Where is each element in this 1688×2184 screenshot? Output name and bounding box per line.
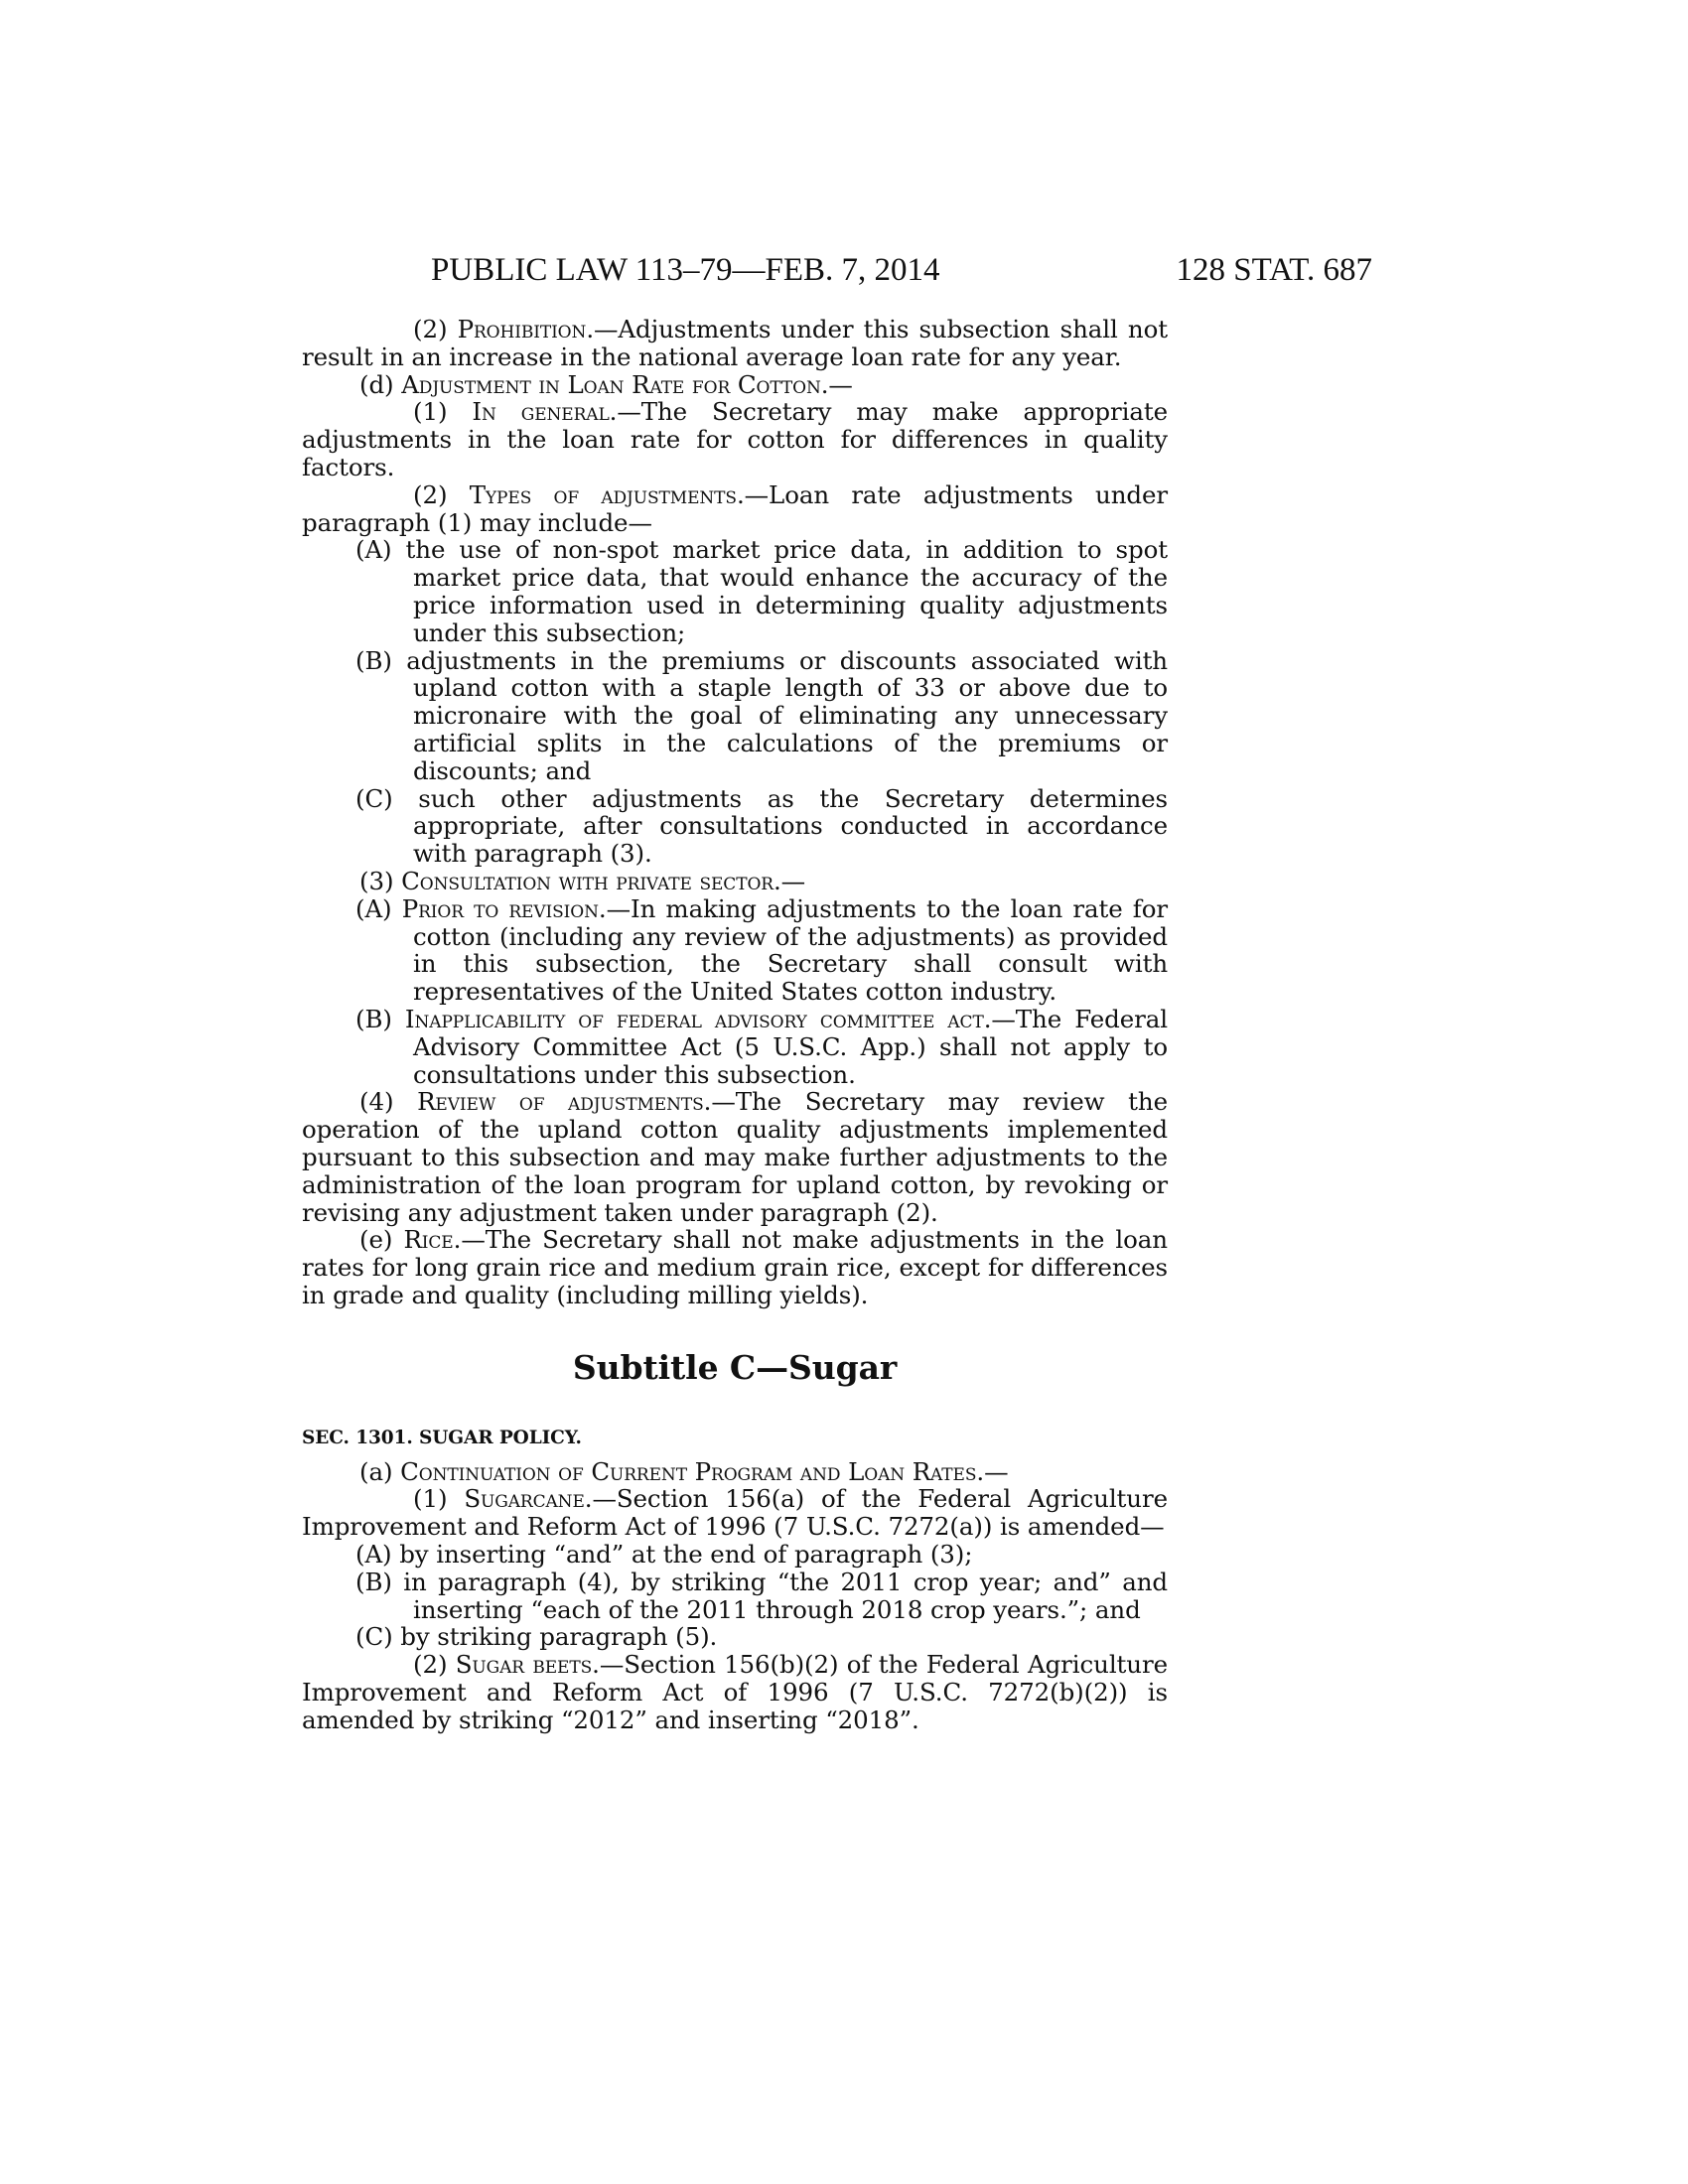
paragraph-d-1-in-general: (1) In general.—The Secretary may make appropriate adjustments in the loan rate for cotton for differences in quality factors. [302, 397, 1168, 481]
running-header [302, 250, 1372, 290]
subsection-e-rice: (e) Rice.—The Secretary shall not make adjustments in the loan rates for long grain rice and medium grain rice, except for differences in grade and quality (including milling yields). [302, 1225, 1168, 1309]
subparagraph-a-1-a: (A) by inserting “and” at the end of paragraph (3); [355, 1540, 973, 1570]
caption: Prohibition [457, 315, 587, 343]
caption: Types of adjustments [469, 479, 737, 509]
caption: Sugar beets [455, 1650, 593, 1680]
caption: Prior to revision [401, 893, 599, 923]
subparagraph-d-2-a: (A) the use of non-spot market price data, in addition to spot market price data, that would enhance the accuracy of the price information used in determining quality adjustments under this subsection; [355, 535, 1168, 647]
caption: Sugarcane [464, 1484, 585, 1514]
subparagraph-d-3-b: (B) Inapplicability of federal advisory committee act.—The Federal Advisory Committee Act (5 U.S.C. App.) shall not apply to consultations under this subsection. [355, 1004, 1168, 1089]
running-header-title: PUBLIC LAW 113–79—FEB. 7, 2014 [431, 252, 940, 288]
paragraph-a-1-sugarcane: (1) Sugarcane.—Section 156(a) of the Federal Agriculture Improvement and Reform Act of 1996 (7 U.S.C. 7272(a)) is amended— [302, 1484, 1168, 1542]
paragraph-d-4-review: (4) Review of adjustments.—The Secretary may review the operation of the upland cotton quality adjustments implemented pursuant to this subsection and may make further adjustments to the administration of the loan program for upland cotton, by revoking or revising any adjustment taken under paragraph (2). [302, 1087, 1168, 1227]
page-body [302, 316, 1168, 1734]
paragraph-d-2-types: (2) Types of adjustments.—Loan rate adjustments under paragraph (1) may include— [302, 479, 1169, 537]
subtitle-heading: Subtitle C—Sugar [572, 1347, 898, 1387]
statute-page-number: 128 STAT. 687 [1176, 252, 1372, 288]
caption: Review of adjustments [417, 1087, 704, 1117]
subparagraph-a-1-b: (B) in paragraph (4), by striking “the 2011 crop year; and” and inserting “each of the 2011 through 2018 crop years.”; and [355, 1567, 1168, 1624]
caption: Adjustment in Loan Rate for Cotton [401, 369, 821, 399]
caption: In general [472, 397, 610, 427]
subsection-a-continuation: (a) Continuation of Current Program and Loan Rates.— [359, 1456, 1009, 1486]
caption: Rice [403, 1225, 454, 1255]
paragraph-c-2-prohibition: (2) Prohibition.—Adjustments under this subsection shall not result in an increase in the national average loan rate for any year. [302, 315, 1168, 371]
paragraph-a-2-sugar-beets: (2) Sugar beets.—Section 156(b)(2) of the Federal Agriculture Improvement and Reform Act of 1996 (7 U.S.C. 7272(b)(2)) is amended by striking “2012” and inserting “2018”. [302, 1650, 1168, 1734]
subsection-d-cotton: (d) Adjustment in Loan Rate for Cotton.— [359, 369, 853, 399]
subparagraph-d-2-c: (C) such other adjustments as the Secretary determines appropriate, after consultations conducted in accordance with paragraph (3). [355, 783, 1168, 869]
subparagraph-a-1-c: (C) by striking paragraph (5). [355, 1622, 718, 1652]
caption: Continuation of Current Program and Loan Rates [400, 1456, 977, 1486]
caption: Inapplicability of federal advisory committee act [404, 1004, 984, 1033]
subparagraph-d-3-a: (A) Prior to revision.—In making adjustments to the loan rate for cotton (including any review of the adjustments) as provided in this subsection, the Secretary shall consult with representatives of the United States cotton industry. [355, 893, 1169, 1007]
subparagraph-d-2-b: (B) adjustments in the premiums or discounts associated with upland cotton with a staple length of 33 or above due to micronaire with the goal of eliminating any unnecessary artificial splits in the calculations of the premiums or discounts; and [355, 645, 1168, 785]
paragraph-d-3-consultation: (3) Consultation with private sector.— [359, 866, 806, 895]
section-heading: SEC. 1301. SUGAR POLICY. [302, 1427, 582, 1448]
caption: Consultation with private sector [401, 866, 774, 895]
